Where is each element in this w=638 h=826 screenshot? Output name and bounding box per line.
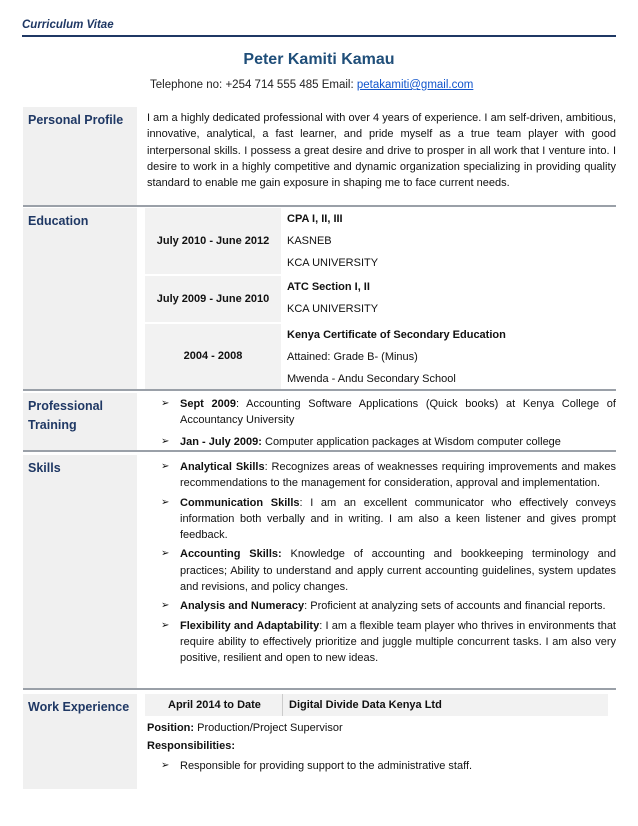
education-line: KCA UNIVERSITY <box>287 257 379 269</box>
list-item <box>145 495 616 544</box>
section-label-work: Work Experience <box>23 694 137 789</box>
education-line: KCA UNIVERSITY <box>287 303 379 315</box>
contact-line <box>150 79 473 91</box>
header-divider <box>22 35 616 37</box>
item-heading: Jan - July 2009: <box>180 435 262 448</box>
arrow-bullet-icon: ➢ <box>161 619 170 631</box>
contact-phone: Telephone no: +254 714 555 485 Email: <box>150 79 357 91</box>
education-row <box>145 276 616 322</box>
email-link[interactable]: petakamiti@gmail.com <box>356 79 474 91</box>
work-position <box>147 720 343 736</box>
item-heading: Communication Skills <box>180 496 300 509</box>
education-details <box>287 276 378 320</box>
education-row <box>145 324 616 389</box>
list-item <box>145 618 616 667</box>
skills-body <box>145 459 616 670</box>
profile-section <box>23 107 616 207</box>
item-text: Responsible for providing support to the administrative staff. <box>180 760 473 772</box>
education-details <box>287 208 378 274</box>
education-section <box>23 208 616 391</box>
list-item <box>145 396 616 429</box>
item-heading: Sept 2009 <box>180 398 237 410</box>
work-bar-divider <box>282 694 283 716</box>
education-date: July 2010 - June 2012 <box>145 208 281 274</box>
item-heading: Analysis and Numeracy <box>180 600 305 613</box>
item-heading: Flexibility and Adaptability <box>180 619 320 632</box>
arrow-bullet-icon: ➢ <box>161 548 170 560</box>
item-text: : Accounting Software Applications (Quick books) at Kenya College of Accountancy University <box>180 398 616 427</box>
education-title: Kenya Certificate of Secondary Education <box>287 329 506 341</box>
item-text: : Proficient at analyzing sets of accounts and financial reports. <box>304 600 606 613</box>
education-line: Attained: Grade B- (Minus) <box>287 351 418 363</box>
arrow-bullet-icon: ➢ <box>161 600 170 612</box>
item-heading: Analytical Skills <box>180 461 265 473</box>
work-section <box>23 694 616 789</box>
profile-text: I am a highly dedicated professional with over 4 years of experience. I am self-driven, ambitious, innovative, analytical, a fast learner, and pride myself as a true team player with good interpersonal skills. I possess a great desire and drive to prosper in all work that I venture into. I desire to work in a highly competitive and dynamic organization specializing in providing quality standard to enable me gain exposure in shaping me to face current needs. <box>147 112 616 190</box>
item-heading: Accounting Skills: <box>180 548 282 561</box>
education-title: CPA I, II, III <box>287 213 343 225</box>
training-section <box>23 393 616 452</box>
work-date: April 2014 to Date <box>168 699 261 711</box>
work-entry-bar <box>145 694 608 716</box>
work-company: Digital Divide Data Kenya Ltd <box>289 699 442 711</box>
list-item <box>145 459 616 492</box>
item-text: Knowledge of accounting and bookkeeping terminology and practices; Ability to understand and apply current accounting guidelines, system updates and revisions, and policy changes. <box>180 548 616 594</box>
item-text: : I am an excellent communicator who effectively conveys information both verbally and in writing. I am also a keen listener and gives prompt feedback. <box>180 496 616 542</box>
item-text: : Recognizes areas of weaknesses requiring improvements and makes recommendations to the management for consideration, approval and implementation. <box>180 461 616 490</box>
education-line: KASNEB <box>287 235 332 247</box>
education-date: July 2009 - June 2010 <box>145 276 281 322</box>
work-body <box>145 694 616 789</box>
education-title: ATC Section I, II <box>287 281 370 293</box>
profile-body <box>145 107 616 191</box>
section-label-education: Education <box>23 208 137 389</box>
responsibilities-label: Responsibilities: <box>147 740 236 752</box>
item-text: : I am a flexible team player who thrives in environments that require ability to effectively prioritize and juggle multiple concurrent tasks. I am also very positive, resilient and open to new ideas. <box>180 619 616 665</box>
list-item <box>145 434 616 450</box>
list-item <box>145 598 616 614</box>
section-label-training <box>23 393 137 450</box>
document-header-label: Curriculum Vitae <box>22 19 114 31</box>
list-item <box>145 758 616 774</box>
section-label-skills: Skills <box>23 455 137 688</box>
section-label-profile: Personal Profile <box>23 107 137 205</box>
position-label: Position: <box>147 722 195 734</box>
education-details <box>287 324 506 390</box>
education-date: 2004 - 2008 <box>145 324 281 389</box>
list-item <box>145 546 616 595</box>
education-body <box>145 208 616 389</box>
arrow-bullet-icon: ➢ <box>161 496 170 508</box>
education-line: Mwenda - Andu Secondary School <box>287 373 456 385</box>
arrow-bullet-icon: ➢ <box>161 461 170 472</box>
position-value: Production/Project Supervisor <box>194 722 343 734</box>
education-row <box>145 208 616 274</box>
training-label-line: Training <box>28 418 77 432</box>
arrow-bullet-icon: ➢ <box>161 398 170 409</box>
arrow-bullet-icon: ➢ <box>161 435 170 447</box>
skills-section <box>23 455 616 690</box>
training-body <box>145 396 616 453</box>
item-text: Computer application packages at Wisdom computer college <box>261 435 561 448</box>
training-label-line: Professional <box>28 399 104 413</box>
candidate-name: Peter Kamiti Kamau <box>243 51 395 68</box>
arrow-bullet-icon: ➢ <box>161 760 170 771</box>
